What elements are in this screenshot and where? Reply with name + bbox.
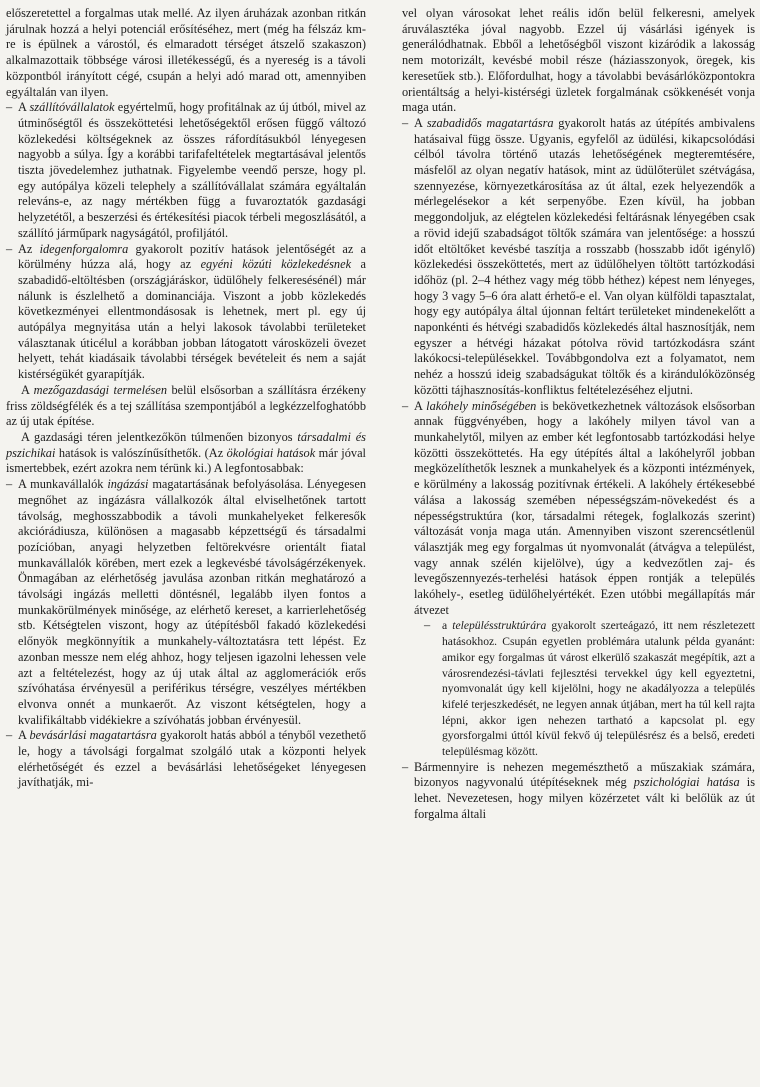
emphasis: társadalmi és pszichikai (6, 429, 366, 460)
bullet-leisure (402, 116, 755, 399)
bullet-text: is lehet. Nevezetesen, hogy milyen közérzetet vált ki belőlük az út forgalma általi (414, 775, 756, 821)
bullet-text: Az (18, 241, 40, 256)
bullet-text: gyakorolt pozitív hatások jelentőségét az a körülmény húzza alá, hogy az (18, 241, 367, 272)
paragraph-text: már jóval ismertebbek, ezért azokra nem térünk ki.) A legfontosabbak: (6, 445, 366, 476)
paragraph-text: A gazdasági téren jelentkezőkön túlmenően bizonyos (21, 429, 298, 444)
bullet-text: gyakorolt hatás az útépítés ambivalens hatásaival függ össze. Ugyanis, egyfelől az üdülési, kikapcsolódási célból távolra történő utazás lehetőségének megteremtésére, másfelől az olyan negatív hatások, mint az üdülőterület szétvágása, szennyezése, környezetkárosítása az út által, ezek helyezendők a mérlegelésekor a két serpenyőbe. Ezen kívül, ha jobban meggondoljuk, az elégtelen közlekedési feltárásnak lényegében csak a rövid idejű szabadságot töltők számára van jelentősége: a hosszú időt eltöltőket kevésbé taszítja a rosszabb (hosszabb időt igénylő) közlekedési összeköttetés, mert az üdülőhelyen töltött tartózkodási időhöz (pl. 2–4 héthez vagy még több héthez) képest nem lényeges, hogy 3 vagy 5–6 óra alatt érhető-e el. Van olyan külföldi tapasztalat, hogy egy autópálya által újonnan feltárt területeket mindenekelőtt a naponkénti és hétvégi szabadidős közlekedés által hasznosítják, nem egyszer a hétvégi házakat pótolva rövid tartózkodásra szánt lakókocsi-településekkel. Továbbgondolva ezt a folyamatot, nem nehéz a hosszú ideig szabadságukat töltők és a kirándulóközönség közötti tájhasznosítás-konfliktus feltételezéséhez eljutni. (414, 115, 755, 397)
emphasis: ingázási (107, 477, 149, 492)
bullet-text: A (18, 728, 30, 743)
bullet-text: is bekövetkezhetnek változások elsősorban annak függvényében, hogy a lakóhely milyen távol van a munkahelytől, milyen az ember két legfontosabb tartózkodási helye közötti összeköttetés. Ha egy útépítés által a lakóhelyről jobban megközelíthetők lesznek a munkahelyek és a központi intézmények, e körülmény a lakosság pozitívnak értékeli. A lakóhely értékesebbé válása a lakosság szemében népességszám-növekedést és a népességstruktúra (kor, társadalmi rétegek, foglalkozás szerint) változását vonja maga után. Amennyiben viszont szerencsétlenül választják meg egy forgalmas út nyomvonalát (átvágva a települést, vagy annak szélén kijelölve), úgy a kedvezőtlen zaj- és levegőszennyezés-terhelési hatások éppen rontják a település lakóhely-, esetleg üdülőhelyértékét. Ezen utóbbi megállapítás már átvezet (414, 398, 755, 617)
emphasis: szállítóvállalatok (29, 100, 115, 115)
bullet-text: A munkavállalók (18, 477, 108, 492)
paragraph-text: előszeretettel a forgalmas utak mellé. Az ilyen áruházak azonban ritkán járulnak hozzá a helyi potenciál erősítéséhez, mert (még ha félszáz km-re is épülnek a várostól, és elmaradott térséget átszelő szakaszon) alkalmazottaik többsége városi illetékességű, és a nyereség is a távoli központból irányított cégé, csupán a helyi adó marad ott, amennyiben egyáltalán van ilyen. (6, 6, 366, 99)
emphasis: bevásárlási magatartásra (29, 728, 157, 743)
emphasis: lakóhely minőségében (426, 398, 537, 413)
bullet-text: A (414, 115, 427, 130)
paragraph-text: vel olyan városokat lehet reális időn belül felkeresni, amelyek áruválasztéka jóval nagyobb. Ezzel új vásárlási igények is generálódhatnak. Ebből a lehetőségből viszont kizáródik a lakosság nem motorizált, kevésbé mobil része (háziasszonyok, öregek, kis keresetűek stb.). Előfordulhat, hogy a távolabbi bevásárlóközpontokra orientáltság a helyi-kistérségi üzletek forgalmának csökkenését vonja maga után. (402, 6, 755, 115)
paragraph-text: A (21, 382, 34, 397)
bullet-residence-quality (402, 399, 755, 619)
paragraph-text: belül elsősorban a szállításra érzékeny friss zöldségfélék és a tej szállítása szempontjából a legkézzelfoghatóbb az új utak építése. (6, 382, 366, 429)
sub-bullet-text: a (442, 619, 453, 633)
bullet-commuting (6, 477, 366, 728)
bullet-text: A (414, 398, 427, 413)
sub-bullet-settlement-structure (402, 618, 755, 759)
bullet-text: A (18, 100, 30, 115)
emphasis: egyéni közúti közlekedésnek (200, 257, 352, 272)
bullet-text: magatartásának befolyásolása. Lényegesen megnőhet az ingázásra vállalkozók által elviselhetőnek tartott távolság, meghosszabbodik a távoli munkahelyeket felkeresők akciórádiusza, különösen a magasabb képzettségű és társadalmi pozícióban, anyagi helyzetben feltörekvésre orientált fiatal munkavállalók körében, mert ezek a legkevésbé távolságérzékenyek. Önmagában az elérhetőség javulása azonban ritkán meghatározó a távolsági ingázás melletti döntésnél, legalább ilyen fontos a munkakörülmények minősége, az elérhető kereset, a karrierlehetőség stb. Kétségtelen viszont, hogy az útépítésből fakadó közlekedési előnyök megkönnyítik a munkahely-változtatásra tett lépést. Ez azonban messze nem elég ahhoz, hogy teljesen igazolni lehessen vele azt a feltételezést, hogy az új utak által az agglomerációk erős szívóhatása érvényesül a periférikus térségre, veszélyes mértékben elvonva onnét a munkaerőt. Az viszont kétségtelen, hogy a kvalifikáltabb vidékiekre a szívóhatás jobban érvényesül. (18, 477, 367, 727)
emphasis: idegenforgalomra (39, 241, 129, 256)
emphasis: szabadidős magatartásra (426, 115, 554, 130)
emphasis: mezőgazdasági termelésen (33, 382, 168, 397)
bullet-tourism (6, 242, 366, 383)
bullet-text: a szabadidő-eltöltésben (országjáráskor, üdülőhely felkeresésénél) már nálunk is észlelhető a dominanciája. Viszont a jobb közlekedés következményei ellentmondásosak is lehetnek, mert pl. egy új autópálya megnyitása után a helyi lakosok távolabbi területeket választanak úticélul a korábban jobban látogatott városközeli övezet helyett, tehát kiadásaik távolabbi térségek bevételeit és nem a saját kistérségükét gyarapítják. (18, 257, 366, 382)
bullet-text: Bármennyire is nehezen megemészthető a műszakiak számára, bizonyos nagyvonalú útépítéseknek még (414, 759, 755, 790)
paragraph-continuation (6, 6, 366, 100)
bullet-text: egyértelmű, hogy profitálnak az új útból, mivel az útminőségtől és összeköttetési lehetőségektől erősen függő változó közlekedési költségeknek az összes ráfordításukból lényegesen nagyobb a súlya. Így a korábbi tarifafeltételek megtartásával jelentős tiszta jövedelemhez juthatnak. Figyelembe veendő persze, hogy pl. egy autópálya közeli telephely a szállítóvállalat számára egyáltalán releváns-e, az nagy mértékben függ a fuvaroztatók gazdasági helyzetétől, a beszerzési és értékesítési piacok térbeli megoszlásától, a szállító járműpark nagyságától, profiljától. (18, 100, 366, 240)
left-column (6, 6, 366, 791)
bullet-text: gyakorolt hatás abból a tényből vezethető le, hogy a távolsági forgalmat szolgáló utak a központi helyek elérhetőségét és ezzel a bevásárlási lehetőségeket lényegesen javíthatják, mi- (18, 728, 367, 790)
paragraph-agriculture (6, 383, 366, 430)
emphasis: ökológiai hatások (226, 445, 316, 460)
paragraph-continuation (402, 6, 755, 116)
bullet-transport-companies (6, 100, 366, 241)
emphasis: településstruktúrára (452, 619, 547, 633)
paragraph-text: hatások is valószínűsíthetők. (Az (55, 445, 227, 460)
bullet-psychological (402, 760, 755, 823)
right-column (402, 6, 755, 823)
bullet-shopping (6, 728, 366, 791)
paragraph-social-effects (6, 430, 366, 477)
emphasis: pszichológiai hatása (633, 775, 740, 790)
sub-bullet-text: gyakorolt szerteágazó, itt nem részletezett hatásokhoz. Csupán egyetlen problémára utalunk példa gyanánt: amikor egy forgalmas út várost elkerülő szakaszát megépítik, azt a városrendezési-távlati fejlesztési tervekkel úgy kell egyeztetni, nyomvonalát úgy kell kijelölni, hogy ne akadályozza a település kifelé terjeszkedését, ne legyen annak útjában, mert ha túl kell rajta lépni, akkor igen nehezen tartható a kapcsolat pl. egy gyorsforgalmi úttól kívül fekvő új településrész és a belső, eredeti településmag között. (442, 619, 755, 759)
